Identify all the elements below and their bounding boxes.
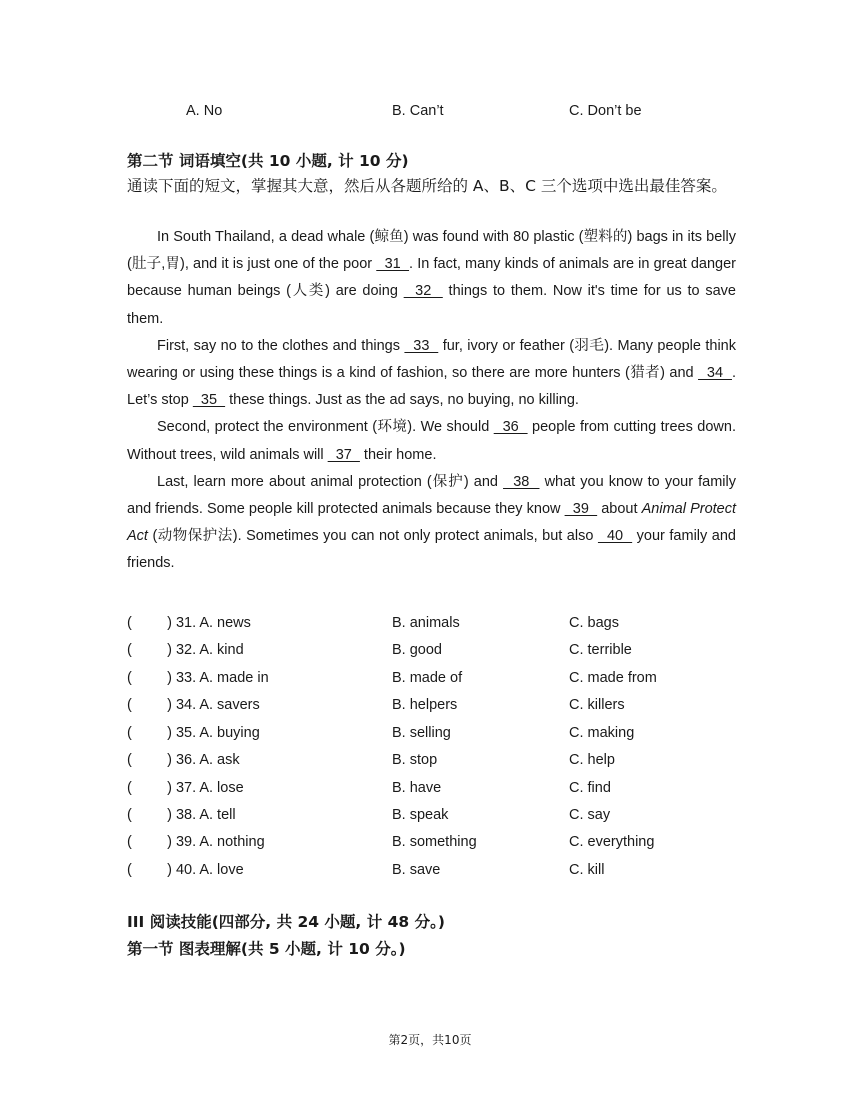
blank-35: 35 bbox=[192, 392, 226, 409]
blank-40: 40 bbox=[597, 528, 633, 545]
passage-paragraph: First, say no to the clothes and things 33 fur, ivory or feather (羽毛). Many people think wearing or using these things is a kind of fashion, so there are more hunters (猎者) and 34 . Let’s stop 35 these things. Just as the ad says, no buying, no killing. bbox=[127, 337, 737, 409]
blank-39: 39 bbox=[564, 501, 598, 518]
option-a: A. No bbox=[186, 103, 223, 119]
question-row: ( ) 34. A. savers B. helpers C. killers bbox=[127, 697, 625, 713]
question-row: ( ) 38. A. tell B. speak C. say bbox=[127, 807, 611, 823]
question-row: ( ) 32. A. kind B. good C. terrible bbox=[127, 642, 632, 658]
question-row: ( ) 39. A. nothing B. something C. everything bbox=[127, 834, 655, 850]
passage-paragraph: In South Thailand, a dead whale (鲸鱼) was found with 80 plastic (塑料的) bags in its belly (肚子,胃), and it is just one of the poor 31 . In fact, many kinds of animals are in great danger because human beings (人类) are doing 32 things to them. Now it's time for us to save them. bbox=[127, 229, 736, 327]
question-row: ( ) 35. A. buying B. selling C. making bbox=[127, 725, 635, 741]
question-row: ( ) 37. A. lose B. have C. find bbox=[127, 780, 611, 796]
section-heading: 第二节 词语填空(共 10 小题, 计 10 分) bbox=[127, 152, 409, 170]
passage-paragraph: Last, learn more about animal protection (保护) and 38 what you know to your family and friends. Some people kill protected animals because they know 39 about Animal Protect Act (动物保护法). Sometimes you can not only protect animals, but also 40 your family and friends. bbox=[127, 473, 736, 572]
blank-36: 36 bbox=[493, 419, 528, 436]
blank-33: 33 bbox=[404, 337, 439, 354]
passage-paragraph: Second, protect the environment (环境). We should 36 people from cutting trees down. Without trees, wild animals will 37 their home. bbox=[127, 419, 736, 463]
blank-34: 34 bbox=[698, 365, 732, 382]
question-row: ( ) 40. A. love B. save C. kill bbox=[127, 862, 605, 878]
question-row: ( ) 36. A. ask B. stop C. help bbox=[127, 752, 615, 768]
section-heading: 第一节 图表理解(共 5 小题, 计 10 分。) bbox=[127, 940, 406, 958]
question-row: ( ) 31. A. news B. animals C. bags bbox=[127, 615, 619, 631]
section-instruction: 通读下面的短文，掌握其大意，然后从各题所给的 A、B、C 三个选项中选出最佳答案。 bbox=[127, 177, 727, 195]
page-footer: 第2页，共10页 bbox=[388, 1033, 472, 1047]
blank-37: 37 bbox=[327, 446, 360, 463]
question-30-options bbox=[127, 103, 737, 125]
blank-32: 32 bbox=[403, 283, 443, 300]
passage bbox=[127, 224, 736, 578]
blank-31: 31 bbox=[376, 256, 410, 273]
option-b: B. Can’t bbox=[392, 103, 444, 119]
blank-38: 38 bbox=[503, 473, 540, 490]
part-heading: III 阅读技能(四部分, 共 24 小题, 计 48 分。) bbox=[127, 913, 445, 931]
option-c: C. Don’t be bbox=[569, 103, 642, 119]
question-row: ( ) 33. A. made in B. made of C. made from bbox=[127, 670, 657, 686]
